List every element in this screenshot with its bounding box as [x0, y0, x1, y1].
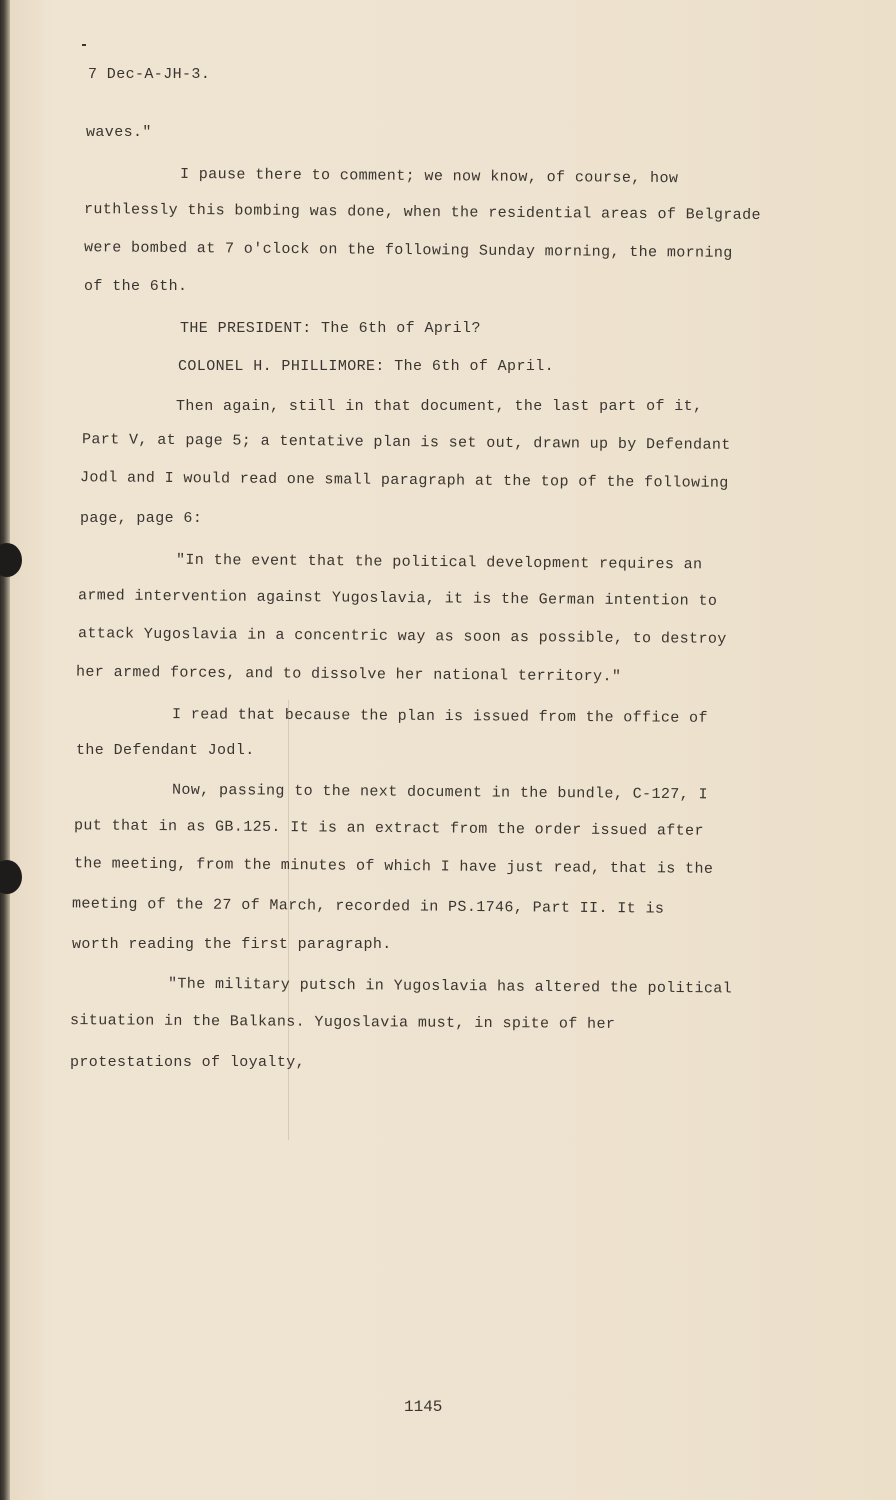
text-line: ruthlessly this bombing was done, when the residential areas of Belgrade: [83, 201, 761, 224]
quote-line: "In the event that the political development requires an: [175, 551, 703, 574]
text-line: the meeting, from the minutes of which I have just read, that is the: [73, 855, 714, 878]
text-line: Part V, at page 5; a tentative plan is set out, drawn up by Defendant: [81, 431, 731, 454]
quote-line: armed intervention against Yugoslavia, it is the German intention to: [77, 587, 718, 610]
text-line: waves.": [86, 124, 152, 141]
punch-hole-bottom: [0, 860, 22, 894]
speaker-line: COLONEL H. PHILLIMORE: The 6th of April.: [178, 358, 555, 375]
quote-line: "The military putsch in Yugoslavia has altered the political: [167, 975, 733, 998]
page-fold-mark: [288, 700, 289, 1140]
document-reference: 7 Dec-A-JH-3.: [88, 66, 211, 83]
page-binding-edge: [0, 0, 10, 1500]
punch-hole-top: [0, 543, 22, 577]
text-line: Then again, still in that document, the last part of it,: [176, 398, 703, 415]
text-line: put that in as GB.125. It is an extract from the order issued after: [73, 817, 704, 840]
text-line: the Defendant Jodl.: [76, 742, 255, 759]
page-number: 1145: [404, 1398, 443, 1416]
quote-line: protestations of loyalty,: [70, 1054, 306, 1071]
text-line: I pause there to comment; we now know, of course, how: [179, 165, 679, 188]
text-line: worth reading the first paragraph.: [72, 936, 392, 953]
quote-line: her armed forces, and to dissolve her national territory.": [75, 663, 622, 686]
text-line: meeting of the 27 of March, recorded in PS.1746, Part II. It is: [71, 895, 665, 918]
text-line: of the 6th.: [84, 278, 188, 295]
quote-line: situation in the Balkans. Yugoslavia must, in spite of her: [69, 1012, 616, 1033]
text-line: I read that because the plan is issued from the office of: [171, 706, 708, 727]
text-line: Jodl and I would read one small paragraph at the top of the following: [79, 469, 729, 492]
text-line: page, page 6:: [80, 510, 203, 527]
text-line: were bombed at 7 o'clock on the following Sunday morning, the morning: [83, 239, 733, 262]
stray-mark: [82, 44, 86, 46]
speaker-line: THE PRESIDENT: The 6th of April?: [180, 320, 481, 337]
quote-line: attack Yugoslavia in a concentric way as soon as possible, to destroy: [77, 625, 727, 648]
text-line: Now, passing to the next document in the bundle, C-127, I: [171, 781, 708, 804]
